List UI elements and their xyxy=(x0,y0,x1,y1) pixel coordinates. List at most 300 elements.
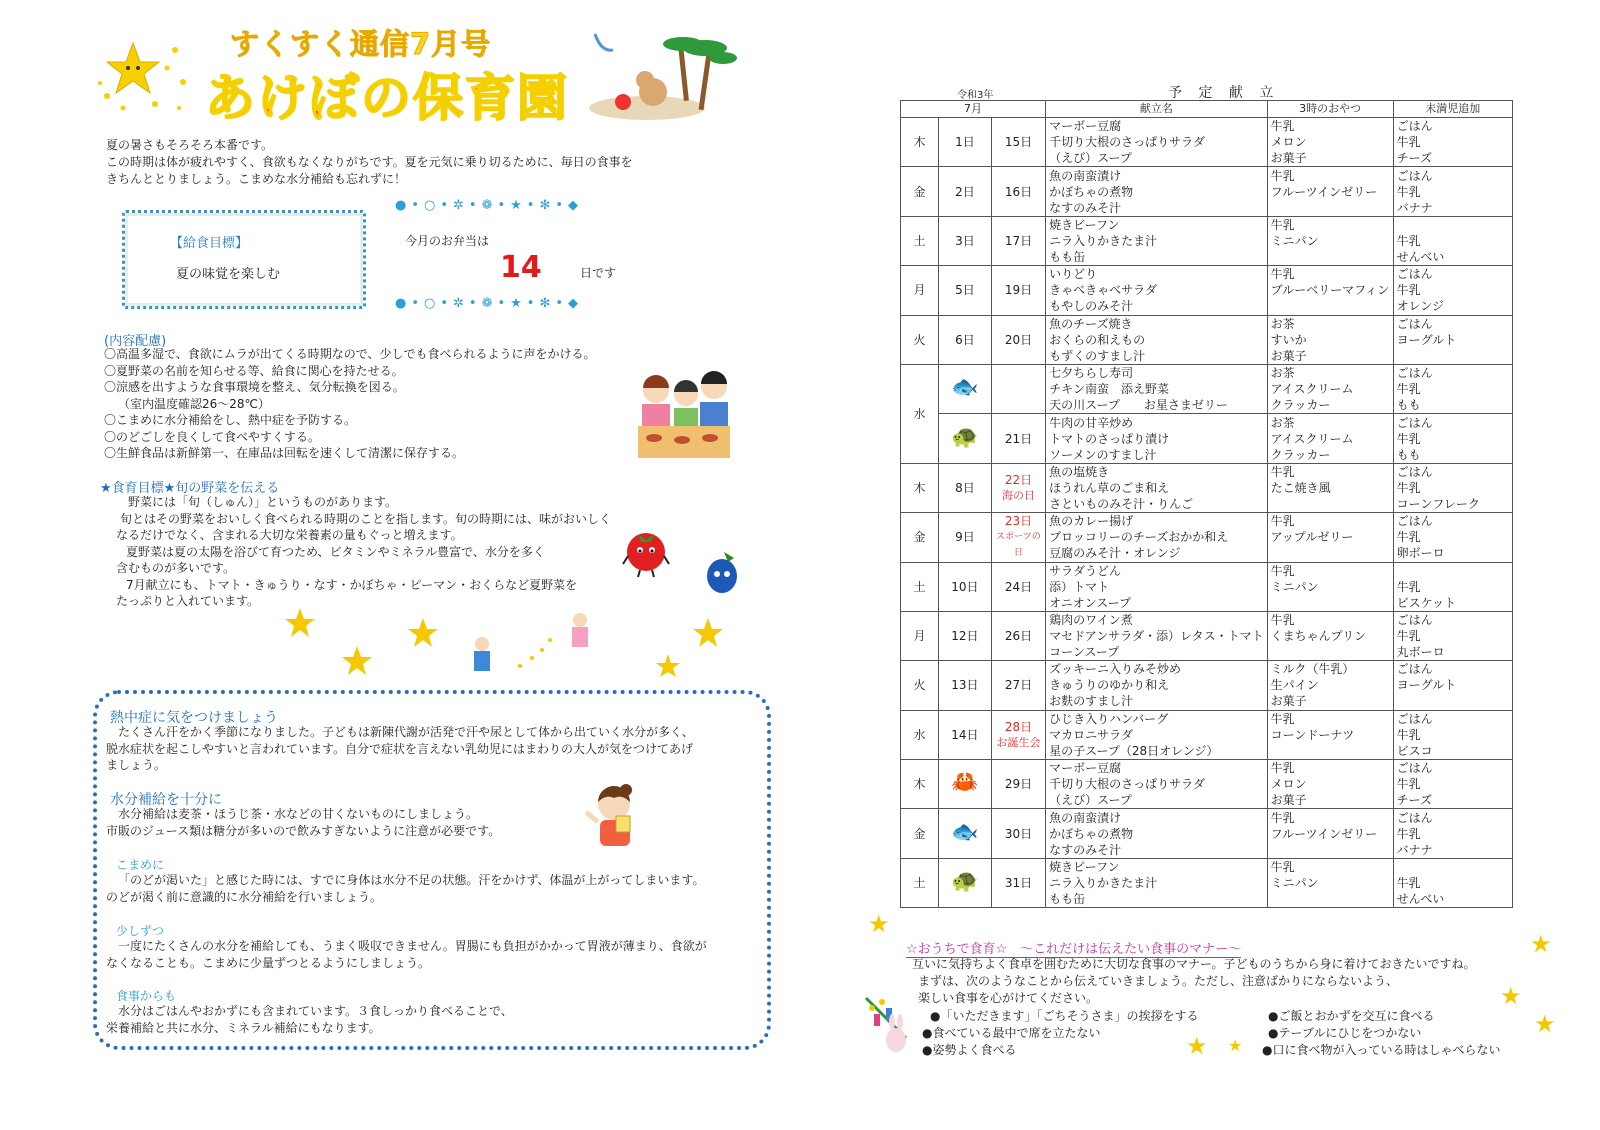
menu-extra-item: ごはん xyxy=(1396,267,1433,282)
tip-heading-little: 少しずつ xyxy=(116,924,165,938)
consideration-item: 〇のどごしを良くして食べやすくする。 xyxy=(104,429,321,444)
menu-dishes-item: ズッキーニ入りみそ炒め xyxy=(1049,662,1181,677)
tomato-character-icon xyxy=(622,526,672,578)
menu-day-label: 12日 xyxy=(951,629,979,644)
intro-line: この時期は体が疲れやすく、食欲もなくなりがちです。夏を元気に乗り切るために、毎日の食事を xyxy=(106,155,633,169)
menu-table xyxy=(900,100,1513,908)
menu-extra-item: 牛乳 xyxy=(1396,826,1421,841)
menu-dishes-item: 魚の南蛮漬け xyxy=(1049,810,1122,825)
menu-row xyxy=(901,216,1513,265)
menu-row xyxy=(901,710,1513,759)
menu-extra-item: 牛乳 xyxy=(1396,431,1421,446)
manners-line: 楽しい食事を心がけてください。 xyxy=(918,991,1099,1005)
menu-dishes xyxy=(1046,266,1268,315)
menu-snack-item xyxy=(1271,496,1390,512)
menu-dishes-item: もも缶 xyxy=(1049,892,1086,907)
menu-day-label: 26日 xyxy=(1004,629,1033,644)
menu-snack-item: 牛乳 xyxy=(1270,168,1295,183)
menu-day-second xyxy=(991,858,1045,907)
menu-dishes xyxy=(1046,710,1268,759)
menu-day-first xyxy=(938,315,991,364)
menu-snack-item: 牛乳 xyxy=(1270,711,1295,726)
menu-dishes xyxy=(1046,364,1268,413)
menu-dishes-item: おくらの和えもの xyxy=(1049,332,1146,347)
menu-snack xyxy=(1267,611,1393,660)
menu-weekday: 金 xyxy=(901,809,939,858)
menu-dishes xyxy=(1046,513,1268,562)
menu-dishes-item: もずくのすまし汁 xyxy=(1049,348,1146,363)
menu-row xyxy=(901,118,1513,167)
menu-day-first xyxy=(938,760,991,809)
menu-extra xyxy=(1393,858,1512,907)
menu-extra-item: 牛乳 xyxy=(1396,727,1421,742)
menu-day-first xyxy=(938,266,991,315)
menu-extra xyxy=(1393,661,1512,710)
menu-snack xyxy=(1267,315,1393,364)
menu-day-label: 9日 xyxy=(955,530,975,545)
menu-day-label: 31日 xyxy=(1004,876,1033,891)
menu-day-second xyxy=(991,611,1045,660)
menu-snack xyxy=(1267,463,1393,512)
menu-snack xyxy=(1267,266,1393,315)
menu-header-menu: 献立名 xyxy=(1046,101,1268,118)
menu-extra-item: 牛乳 xyxy=(1396,382,1421,397)
menu-row xyxy=(901,266,1513,315)
menu-dishes xyxy=(1046,611,1268,660)
menu-dishes-item: ひじき入りハンバーグ xyxy=(1049,711,1169,726)
hydration-line: 水分補給は麦茶・ほうじ茶・水などの甘くないものにしましょう。 xyxy=(118,807,479,821)
menu-day-second xyxy=(991,118,1045,167)
tip-line: のどが渇く前に意識的に水分補給を行いましょう。 xyxy=(106,889,383,904)
menu-day-second xyxy=(991,266,1045,315)
hydration-text xyxy=(106,806,500,839)
girl-drinking-illustration-icon xyxy=(582,782,644,848)
menu-dishes-item: マーボー豆腐 xyxy=(1049,761,1122,776)
menu-snack xyxy=(1267,710,1393,759)
heatstroke-line: たくさん汗をかく季節になりました。子どもは新陳代謝が活発で汗や尿として体から出ていく水分が多く、 xyxy=(118,725,694,739)
menu-extra-item: チーズ xyxy=(1396,793,1433,808)
menu-day-first xyxy=(938,562,991,611)
menu-day-label: 8日 xyxy=(955,480,975,495)
menu-day-label: 30日 xyxy=(1004,826,1033,841)
menu-snack-item: アイスクリーム xyxy=(1270,382,1354,397)
food-goal-text xyxy=(116,494,611,610)
intro-line: きちんととりましょう。こまめな水分補給も忘れずに！ xyxy=(106,172,407,186)
menu-dishes-item: 鶏肉のワイン煮 xyxy=(1049,613,1133,628)
menu-snack-item: お菓子 xyxy=(1270,151,1307,166)
menu-extra-item: ビスコ xyxy=(1396,743,1433,758)
menu-snack xyxy=(1267,661,1393,710)
menu-extra-item: ヨーグルト xyxy=(1396,678,1457,693)
menu-extra xyxy=(1393,364,1512,413)
menu-extra-item: バナナ xyxy=(1396,200,1433,215)
manners-item: ●口に食べ物が入っている時はしゃべらない xyxy=(1262,1043,1501,1057)
menu-extra-item xyxy=(1397,217,1509,233)
menu-extra-item: もも xyxy=(1396,447,1421,462)
menu-snack-item: 牛乳 xyxy=(1270,761,1295,776)
menu-snack-item: ミニパン xyxy=(1270,579,1319,594)
menu-dishes xyxy=(1046,562,1268,611)
food-goal-line: 野菜には「旬（しゅん）」というものがあります。 xyxy=(128,495,398,509)
menu-row xyxy=(901,809,1513,858)
menu-extra xyxy=(1393,463,1512,512)
consideration-item: （室内温度確認26～28℃） xyxy=(118,396,271,411)
menu-extra-item: 牛乳 xyxy=(1396,777,1421,792)
menu-snack-item: ミルク（牛乳） xyxy=(1270,662,1355,677)
menu-extra-item: せんべい xyxy=(1396,892,1445,907)
manners-line: 互いに気持ちよく食卓を囲むために大切な食事のマナー。子どものうちから身に着けておきたいですね。 xyxy=(912,957,1476,971)
menu-dishes-item: 魚のチーズ焼き xyxy=(1049,316,1133,331)
menu-dishes-item: 千切り大根のさっぱりサラダ xyxy=(1049,135,1205,150)
menu-dishes-item: なすのみそ汁 xyxy=(1049,842,1122,857)
menu-dishes xyxy=(1046,315,1268,364)
menu-snack-item xyxy=(1271,545,1390,561)
tip-line: なくなることも。こまめに少量ずつとるようにしましょう。 xyxy=(106,955,431,970)
menu-dishes xyxy=(1046,463,1268,512)
menu-dishes-item: 星の子スープ（28日オレンジ） xyxy=(1049,743,1219,758)
tip-text-little xyxy=(106,938,707,971)
menu-snack-item: コーンドーナツ xyxy=(1270,727,1355,742)
menu-dishes xyxy=(1046,216,1268,265)
bento-unit: 日です xyxy=(580,266,617,280)
tip-heading-meals: 食事からも xyxy=(116,989,177,1003)
menu-weekday: 水 xyxy=(901,710,939,759)
menu-dishes xyxy=(1046,167,1268,216)
food-goal-line: 旬とはその野菜をおいしく食べられる時期のことを指します。旬の時期には、味がおいしく xyxy=(120,511,612,526)
menu-day-label: 14日 xyxy=(951,727,979,742)
menu-header-extra: 未満児追加 xyxy=(1393,101,1512,118)
manners-heading: ☆おうちで食育☆ ～これだけは伝えたい食事のマナー～ xyxy=(906,938,1241,958)
menu-row xyxy=(901,414,1513,463)
menu-weekday: 土 xyxy=(901,216,939,265)
food-goal-line: たっぷりと入れています。 xyxy=(116,594,260,608)
menu-extra xyxy=(1393,118,1512,167)
menu-weekday: 金 xyxy=(901,513,939,562)
menu-day-first xyxy=(938,167,991,216)
star-icon: ★ xyxy=(1500,982,1522,1010)
menu-dishes-item: マカロニサラダ xyxy=(1049,727,1133,742)
fish-icon: 🐟 xyxy=(951,819,979,845)
menu-extra-item: ヨーグルト xyxy=(1396,332,1457,347)
menu-snack-item: 牛乳 xyxy=(1270,464,1295,479)
menu-day-label: 10日 xyxy=(951,579,979,594)
menu-snack-item: お茶 xyxy=(1270,415,1295,430)
menu-extra xyxy=(1393,414,1512,463)
menu-extra-item: 牛乳 xyxy=(1396,233,1421,248)
menu-day-second xyxy=(991,661,1045,710)
menu-day-first xyxy=(938,463,991,512)
intro-text xyxy=(106,137,666,188)
menu-extra-item: 丸ボーロ xyxy=(1396,645,1445,660)
menu-dishes-item: 牛肉の甘辛炒め xyxy=(1049,415,1134,430)
menu-body xyxy=(901,118,1513,908)
menu-extra-item: ビスケット xyxy=(1396,595,1457,610)
menu-snack-item: メロン xyxy=(1270,777,1307,792)
menu-day-second xyxy=(991,760,1045,809)
menu-extra-item: ごはん xyxy=(1396,810,1433,825)
menu-snack-item xyxy=(1271,842,1390,858)
menu-weekday: 水 xyxy=(901,364,939,463)
menu-day-second xyxy=(991,216,1045,265)
menu-weekday: 土 xyxy=(901,562,939,611)
menu-row xyxy=(901,364,1513,413)
menu-dishes-item: もも缶 xyxy=(1049,249,1086,264)
manners-intro xyxy=(912,956,1476,1007)
menu-dishes-item: （えび）スープ xyxy=(1049,793,1132,808)
hydration-line: 市販のジュース類は糖分が多いので飲みすぎないように注意が必要です。 xyxy=(106,823,501,838)
menu-day-second xyxy=(991,562,1045,611)
heatstroke-line: 脱水症状を起こしやすいと言われています。自分で症状を言えない乳幼児にはまわりの大人が気をつけてあげ xyxy=(106,741,694,756)
menu-extra-item: オレンジ xyxy=(1396,299,1445,314)
manners-item: ●「いただきます」「ごちそうさま」の挨拶をする xyxy=(930,1009,1199,1023)
menu-dishes-item: マーボー豆腐 xyxy=(1049,119,1122,134)
star-icon: ★ xyxy=(868,910,890,938)
menu-day-label: 28日 xyxy=(1004,719,1033,734)
menu-dishes-item: （えび）スープ xyxy=(1049,151,1132,166)
menu-extra xyxy=(1393,760,1512,809)
menu-snack-item: ブルーベリーマフィン xyxy=(1270,283,1390,298)
menu-snack-item: アップルゼリー xyxy=(1270,530,1354,545)
menu-extra-item: 牛乳 xyxy=(1396,876,1421,891)
consideration-item: 〇こまめに水分補給をし、熱中症を予防する。 xyxy=(104,413,357,427)
menu-extra-item: 牛乳 xyxy=(1396,629,1421,644)
food-goal-line: 夏野菜は夏の太陽を浴びて育つため、ビタミンやミネラル豊富で、水分を多く xyxy=(126,544,545,559)
menu-day-label: 5日 xyxy=(955,283,975,298)
tanabata-stars-illustration-icon xyxy=(280,600,740,680)
menu-dishes-item: ニラ入りかきたま汁 xyxy=(1049,233,1158,248)
menu-day-label: 27日 xyxy=(1004,678,1033,693)
menu-snack-item: 牛乳 xyxy=(1270,613,1295,628)
menu-day-label: 6日 xyxy=(955,332,975,347)
menu-day-first xyxy=(938,364,991,413)
menu-row xyxy=(901,661,1513,710)
menu-snack-item: お菓子 xyxy=(1270,348,1307,363)
menu-snack xyxy=(1267,513,1393,562)
manners-item: ●テーブルにひじをつかない xyxy=(1268,1026,1422,1040)
menu-snack xyxy=(1267,760,1393,809)
menu-day-label: 2日 xyxy=(955,184,975,199)
menu-dishes-item: 焼きビーフン xyxy=(1049,217,1120,232)
star-icon: ★ xyxy=(1186,1032,1208,1060)
menu-snack-item: ミニパン xyxy=(1270,233,1319,248)
food-goal-line: なるだけでなく、含まれる大切な栄養素の量もぐっと増えます。 xyxy=(116,528,463,542)
menu-dishes-item: マセドアンサラダ・添）レタス・トマト xyxy=(1049,629,1264,644)
menu-dishes-item: オニオンスープ xyxy=(1049,595,1132,610)
consideration-item: 〇高温多湿で、食欲にムラが出てくる時期なので、少しでも食べられるように声をかける。 xyxy=(104,347,596,361)
menu-weekday: 金 xyxy=(901,167,939,216)
menu-extra-item: コーンフレーク xyxy=(1396,496,1480,511)
menu-dishes xyxy=(1046,661,1268,710)
star-icon: ★ xyxy=(1534,1010,1556,1038)
menu-snack xyxy=(1267,364,1393,413)
menu-dishes-item: 添）トマト xyxy=(1049,579,1110,594)
manners-line: まずは、次のようなことから伝えていきましょう。ただし、注意ばかりにならないよう、 xyxy=(918,974,1399,988)
menu-snack-item: 牛乳 xyxy=(1270,119,1295,134)
menu-day-second xyxy=(991,167,1045,216)
menu-era: 令和3年 xyxy=(957,90,994,101)
menu-dishes-item: 七夕ちらし寿司 xyxy=(1049,366,1134,381)
fish-icon: 🐟 xyxy=(951,375,979,401)
manners-item: ●食べている最中で席を立たない xyxy=(922,1026,1101,1040)
menu-snack-item: アイスクリーム xyxy=(1270,431,1354,446)
menu-extra-item: 卵ボーロ xyxy=(1396,546,1445,561)
star-cluster-icon xyxy=(95,38,195,118)
considerations-heading: (内容配慮) xyxy=(104,334,167,349)
manners-right-list xyxy=(1262,1008,1500,1059)
menu-day-label: 16日 xyxy=(1004,184,1033,199)
menu-extra-item: チーズ xyxy=(1396,151,1433,166)
menu-dishes xyxy=(1046,414,1268,463)
menu-extra-item xyxy=(1397,563,1509,579)
menu-day-first xyxy=(938,414,991,463)
menu-extra-item: ごはん xyxy=(1396,316,1433,331)
menu-snack xyxy=(1267,562,1393,611)
manners-item: ●ご飯とおかずを交互に食べる xyxy=(1268,1009,1435,1023)
menu-snack-item xyxy=(1271,743,1390,759)
menu-extra xyxy=(1393,513,1512,562)
menu-extra-item: ごはん xyxy=(1396,711,1433,726)
menu-extra-item: ごはん xyxy=(1396,613,1433,628)
menu-day-label: 15日 xyxy=(1004,135,1033,150)
menu-extra-item: 牛乳 xyxy=(1396,283,1421,298)
menu-dishes-item: 豆腐のみそ汁・オレンジ xyxy=(1049,546,1181,561)
consideration-item: 〇夏野菜の名前を知らせる等、給食に関心を持たせる。 xyxy=(104,363,404,378)
menu-snack-item: 牛乳 xyxy=(1270,514,1295,529)
menu-snack-item xyxy=(1271,595,1390,611)
menu-snack-item: 牛乳 xyxy=(1270,860,1295,875)
heatstroke-text xyxy=(106,724,694,774)
menu-dishes-item: チキン南蛮 添え野菜 xyxy=(1049,382,1169,397)
menu-dishes-item: 天の川スープ お星さまゼリー xyxy=(1049,398,1228,413)
menu-snack-item xyxy=(1271,249,1390,265)
menu-extra-item: 牛乳 xyxy=(1396,480,1421,495)
menu-extra-item: ごはん xyxy=(1396,464,1433,479)
lunch-goal-label: 【給食目標】 xyxy=(170,236,249,251)
menu-dishes-item: サラダうどん xyxy=(1049,563,1121,578)
menu-snack-item xyxy=(1271,298,1390,314)
menu-dishes xyxy=(1046,809,1268,858)
menu-header-snack: 3時のおやつ xyxy=(1267,101,1393,118)
menu-snack-item: くまちゃんプリン xyxy=(1270,629,1367,644)
menu-dishes-item: もやしのみそ汁 xyxy=(1049,299,1134,314)
menu-snack-item: フルーツインゼリー xyxy=(1270,184,1378,199)
menu-day-label: 1日 xyxy=(955,135,975,150)
menu-extra-item: ごはん xyxy=(1396,761,1433,776)
menu-snack-item: メロン xyxy=(1270,135,1307,150)
menu-dishes xyxy=(1046,858,1268,907)
menu-weekday: 火 xyxy=(901,315,939,364)
menu-row xyxy=(901,167,1513,216)
menu-day-first xyxy=(938,858,991,907)
sea-deco-bottom-icon: ●•○•✲•❁•★•✻•◆ xyxy=(395,296,584,311)
menu-day-second xyxy=(991,315,1045,364)
menu-day-first xyxy=(938,216,991,265)
menu-row xyxy=(901,858,1513,907)
star-icon: ★ xyxy=(1228,1036,1243,1055)
menu-extra-item xyxy=(1397,693,1509,709)
heatstroke-heading: 熱中症に気をつけましょう xyxy=(110,710,278,726)
menu-day-second xyxy=(991,414,1045,463)
menu-snack-item: 生パイン xyxy=(1270,678,1319,693)
menu-day-first xyxy=(938,661,991,710)
hydration-heading: 水分補給を十分に xyxy=(110,792,222,808)
menu-dishes-item: 千切り大根のさっぱりサラダ xyxy=(1049,777,1205,792)
intro-line: 夏の暑さもそろそろ本番です。 xyxy=(106,138,274,152)
menu-dishes-item: 魚の塩焼き xyxy=(1049,464,1110,479)
crab-icon: 🦀 xyxy=(951,770,979,796)
consideration-item: 〇生鮮食品は新鮮第一、在庫品は回転を速くして清潔に保存する。 xyxy=(104,446,465,460)
star-icon: ★ xyxy=(1530,930,1552,958)
island-illustration-icon xyxy=(585,28,745,120)
menu-day-label: 3日 xyxy=(955,233,975,248)
menu-day-second xyxy=(991,710,1045,759)
menu-snack-item: 牛乳 xyxy=(1270,217,1295,232)
menu-header-month: 7月 xyxy=(901,101,1046,118)
menu-snack-item: 牛乳 xyxy=(1270,810,1295,825)
menu-day-label: 13日 xyxy=(951,678,979,693)
menu-day-second xyxy=(991,364,1045,413)
menu-extra-item: 牛乳 xyxy=(1396,530,1421,545)
menu-snack-item: クラッカー xyxy=(1270,447,1331,462)
food-goal-heading: ★食育目標★旬の野菜を伝える xyxy=(100,481,280,496)
menu-day-label: 23日 xyxy=(1004,514,1033,529)
menu-day-first xyxy=(938,513,991,562)
eggplant-character-icon xyxy=(702,548,744,596)
bento-label: 今月のお弁当は xyxy=(405,234,490,248)
menu-weekday: 火 xyxy=(901,661,939,710)
menu-day-label: 29日 xyxy=(1004,777,1033,792)
menu-row xyxy=(901,562,1513,611)
menu-extra-item: せんべい xyxy=(1396,249,1445,264)
menu-day-second xyxy=(991,809,1045,858)
menu-row xyxy=(901,760,1513,809)
menu-dishes-item: 魚のカレー揚げ xyxy=(1049,514,1134,529)
menu-day-label: 19日 xyxy=(1004,283,1033,298)
menu-day-label: 21日 xyxy=(1004,431,1033,446)
menu-weekday: 月 xyxy=(901,611,939,660)
menu-dishes-item: トマトのさっぱり漬け xyxy=(1049,431,1170,446)
menu-snack-item: お茶 xyxy=(1270,366,1295,381)
menu-snack-item: お茶 xyxy=(1270,316,1295,331)
menu-extra xyxy=(1393,315,1512,364)
menu-extra xyxy=(1393,167,1512,216)
menu-dishes-item: ブロッコリーのチーズおかか和え xyxy=(1049,530,1229,545)
menu-snack xyxy=(1267,167,1393,216)
tip-line: 水分はごはんやおかずにも含まれています。３食しっかり食べることで、 xyxy=(118,1004,513,1018)
menu-row xyxy=(901,463,1513,512)
menu-extra xyxy=(1393,216,1512,265)
menu-extra-item xyxy=(1397,348,1509,364)
menu-dishes-item: きゅうりのゆかり和え xyxy=(1049,678,1170,693)
menu-snack xyxy=(1267,809,1393,858)
menu-dishes-item: 魚の南蛮漬け xyxy=(1049,168,1122,183)
menu-dishes xyxy=(1046,118,1268,167)
menu-snack-item: 牛乳 xyxy=(1270,267,1295,282)
menu-extra-item: ごはん xyxy=(1396,168,1433,183)
menu-snack-item xyxy=(1271,200,1390,216)
tip-line: 栄養補給と共に水分、ミネラル補給にもなります。 xyxy=(106,1020,381,1035)
menu-extra-item: 牛乳 xyxy=(1396,579,1421,594)
menu-snack-item: お菓子 xyxy=(1270,694,1307,709)
menu-header-row xyxy=(901,101,1513,118)
tip-heading-frequent: こまめに xyxy=(116,858,165,872)
menu-day-second xyxy=(991,463,1045,512)
menu-day-label: 17日 xyxy=(1004,233,1033,248)
menu-weekday: 土 xyxy=(901,858,939,907)
rabbit-tanabata-illustration-icon xyxy=(860,994,922,1056)
menu-extra-item: バナナ xyxy=(1396,842,1433,857)
menu-snack-item xyxy=(1271,891,1390,907)
